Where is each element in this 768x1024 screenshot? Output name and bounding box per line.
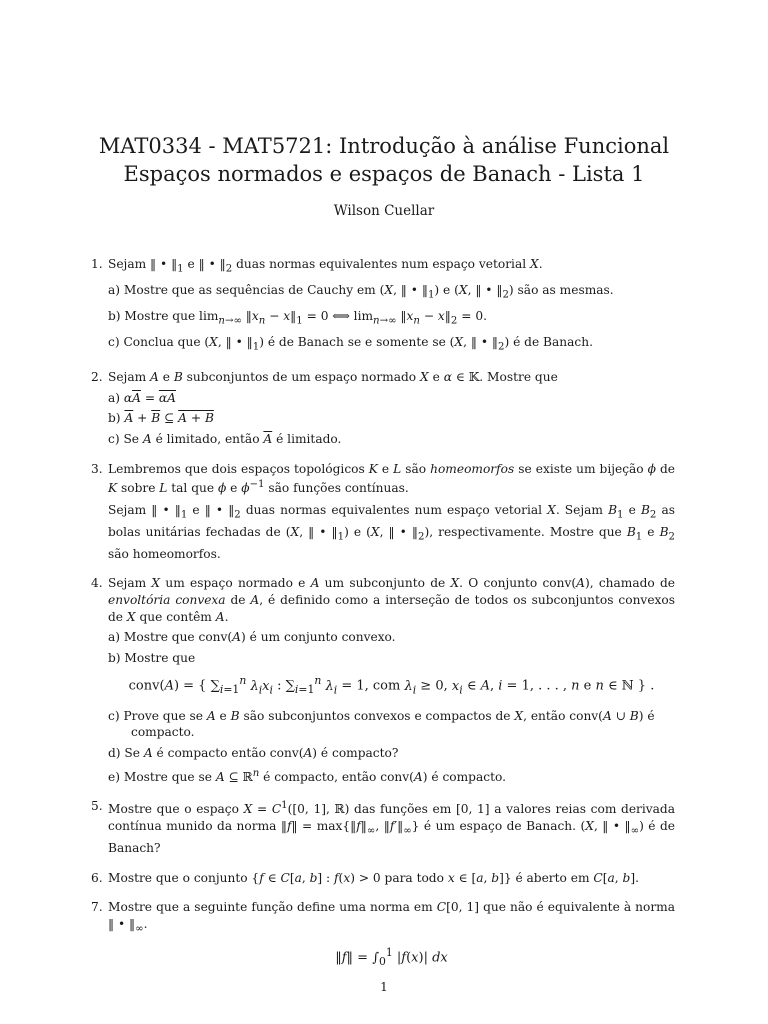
sub-question: e) Mostre que se A ⊆ ℝ$^n$ é compacto, então conv(A) é compacto. — [108, 767, 506, 784]
sub-question: c) Se A é limitado, então $\overline{A}$ é limitado. — [108, 431, 342, 446]
sub-question: b) Mostre que $\lim_{n\to\infty}$ $‖x_n$ − $x‖_1 = 0$ ⟺ $\lim_{n\to\infty}$ $‖x_n$ − $x‖_2 = 0$. — [108, 309, 487, 327]
problem-3 — [91, 461, 675, 563]
display-equation: ‖f‖ = $\int_0^1$ |f(x)| dx — [335, 945, 448, 968]
problem-number: 2. — [91, 370, 103, 385]
problem-statement: Mostre que a seguinte função define uma norma em C[0, 1] que não é equivalente à norma ‖ • $‖_\infty$. — [108, 900, 676, 935]
display-equation: conv(A) = { $\sum_{i=1}^n$ $\lambda_ix_i$ : $\sum_{i=1}^n$ $\lambda_i = 1$, com $\lambda_i \ge 0$, $x_i$ ∈ A, i = 1, . . . , n e n ∈ ℕ } . — [128, 674, 655, 697]
problem-number: 1. — [91, 257, 103, 271]
sub-question: c) Prove que se A e B são subconjuntos convexos e compactos de X, então conv(A ∪ B) é compacto. — [108, 708, 655, 740]
title-line-2: Espaços normados e espaços de Banach - Lista 1 — [123, 162, 645, 186]
sub-question: a) Mostre que as sequências de Cauchy em (X, ‖ • $‖_1$) e (X, ‖ • $‖_2$) são as mesmas. — [108, 283, 614, 301]
problem-paragraph: Sejam ‖ • $‖_1$ e ‖ • $‖_2$ duas normas equivalentes num espaço vetorial X. Sejam $B_1$ e $B_2$ as bolas unitárias fechadas de (X, ‖ • $‖_1$) e (X, ‖ • $‖_2$), respectivamente. Mostre que $B_1$ e $B_2$ são homeomorfos. — [108, 502, 675, 561]
problem-number: 6. — [91, 870, 103, 885]
problem-number: 3. — [91, 461, 103, 476]
problem-5 — [91, 798, 675, 856]
sub-question: a) $\alpha\overline{A} = \overline{\alpha A}$ — [108, 390, 176, 405]
problem-6 — [91, 870, 675, 887]
problem-statement: Sejam ‖ • $‖_1$ e ‖ • $‖_2$ duas normas equivalentes num espaço vetorial X. — [108, 257, 543, 275]
page-number: 1 — [380, 980, 388, 994]
problem-statement: Mostre que o conjunto {f ∈ C[a, b] : f(x) > 0 para todo x ∈ [a, b]} é aberto em C[a, b]. — [108, 870, 639, 885]
author: Wilson Cuellar — [333, 203, 435, 219]
problem-statement: Lembremos que dois espaços topológicos K e L são homeomorfos se existe um bijeção ϕ de K sobre L tal que ϕ e $\phi^{-1}$ são funções contínuas. — [108, 461, 675, 496]
sub-question: d) Se A é compacto então conv(A) é compacto? — [108, 746, 399, 761]
problem-4 — [91, 575, 675, 785]
sub-question: b) Mostre que — [108, 650, 196, 665]
problem-7 — [91, 899, 675, 970]
problem-statement: Mostre que o espaço $X = C^1([0$, 1], ℝ) das funções em [0, 1] a valores reias com derivada contínua munido da norma ‖f‖ = $\max\{‖f‖_\infty$, $‖f'‖_\infty$} é um espaço de Banach. (X, ‖ • $‖_\infty$) é de Banach? — [108, 800, 676, 856]
problem-number: 7. — [91, 900, 103, 915]
problem-list — [91, 256, 675, 983]
sub-question: b) $\overline{A} + \overline{B}$ ⊆ A + B — [108, 411, 214, 426]
title-line-1: MAT0334 - MAT5721: Introdução à análise Funcional — [98, 134, 670, 158]
problem-2 — [91, 369, 675, 447]
problem-number: 5. — [91, 799, 103, 814]
sub-question: a) Mostre que conv(A) é um conjunto convexo. — [108, 630, 396, 645]
problem-number: 4. — [91, 576, 103, 591]
problem-statement: Sejam X um espaço normado e A um subconjunto de X. O conjunto conv(A), chamado de envoltória convexa de A, é definido como a interseção de todos os subconjuntos convexos de X que contêm A. — [108, 576, 675, 624]
problem-statement: Sejam A e B subconjuntos de um espaço normado X e α ∈ 𝕂. Mostre que — [108, 370, 558, 385]
problem-1 — [91, 256, 675, 356]
sub-question: c) Conclua que (X, ‖ • $‖_1$) é de Banach se e somente se (X, ‖ • $‖_2$) é de Banach. — [108, 335, 593, 353]
